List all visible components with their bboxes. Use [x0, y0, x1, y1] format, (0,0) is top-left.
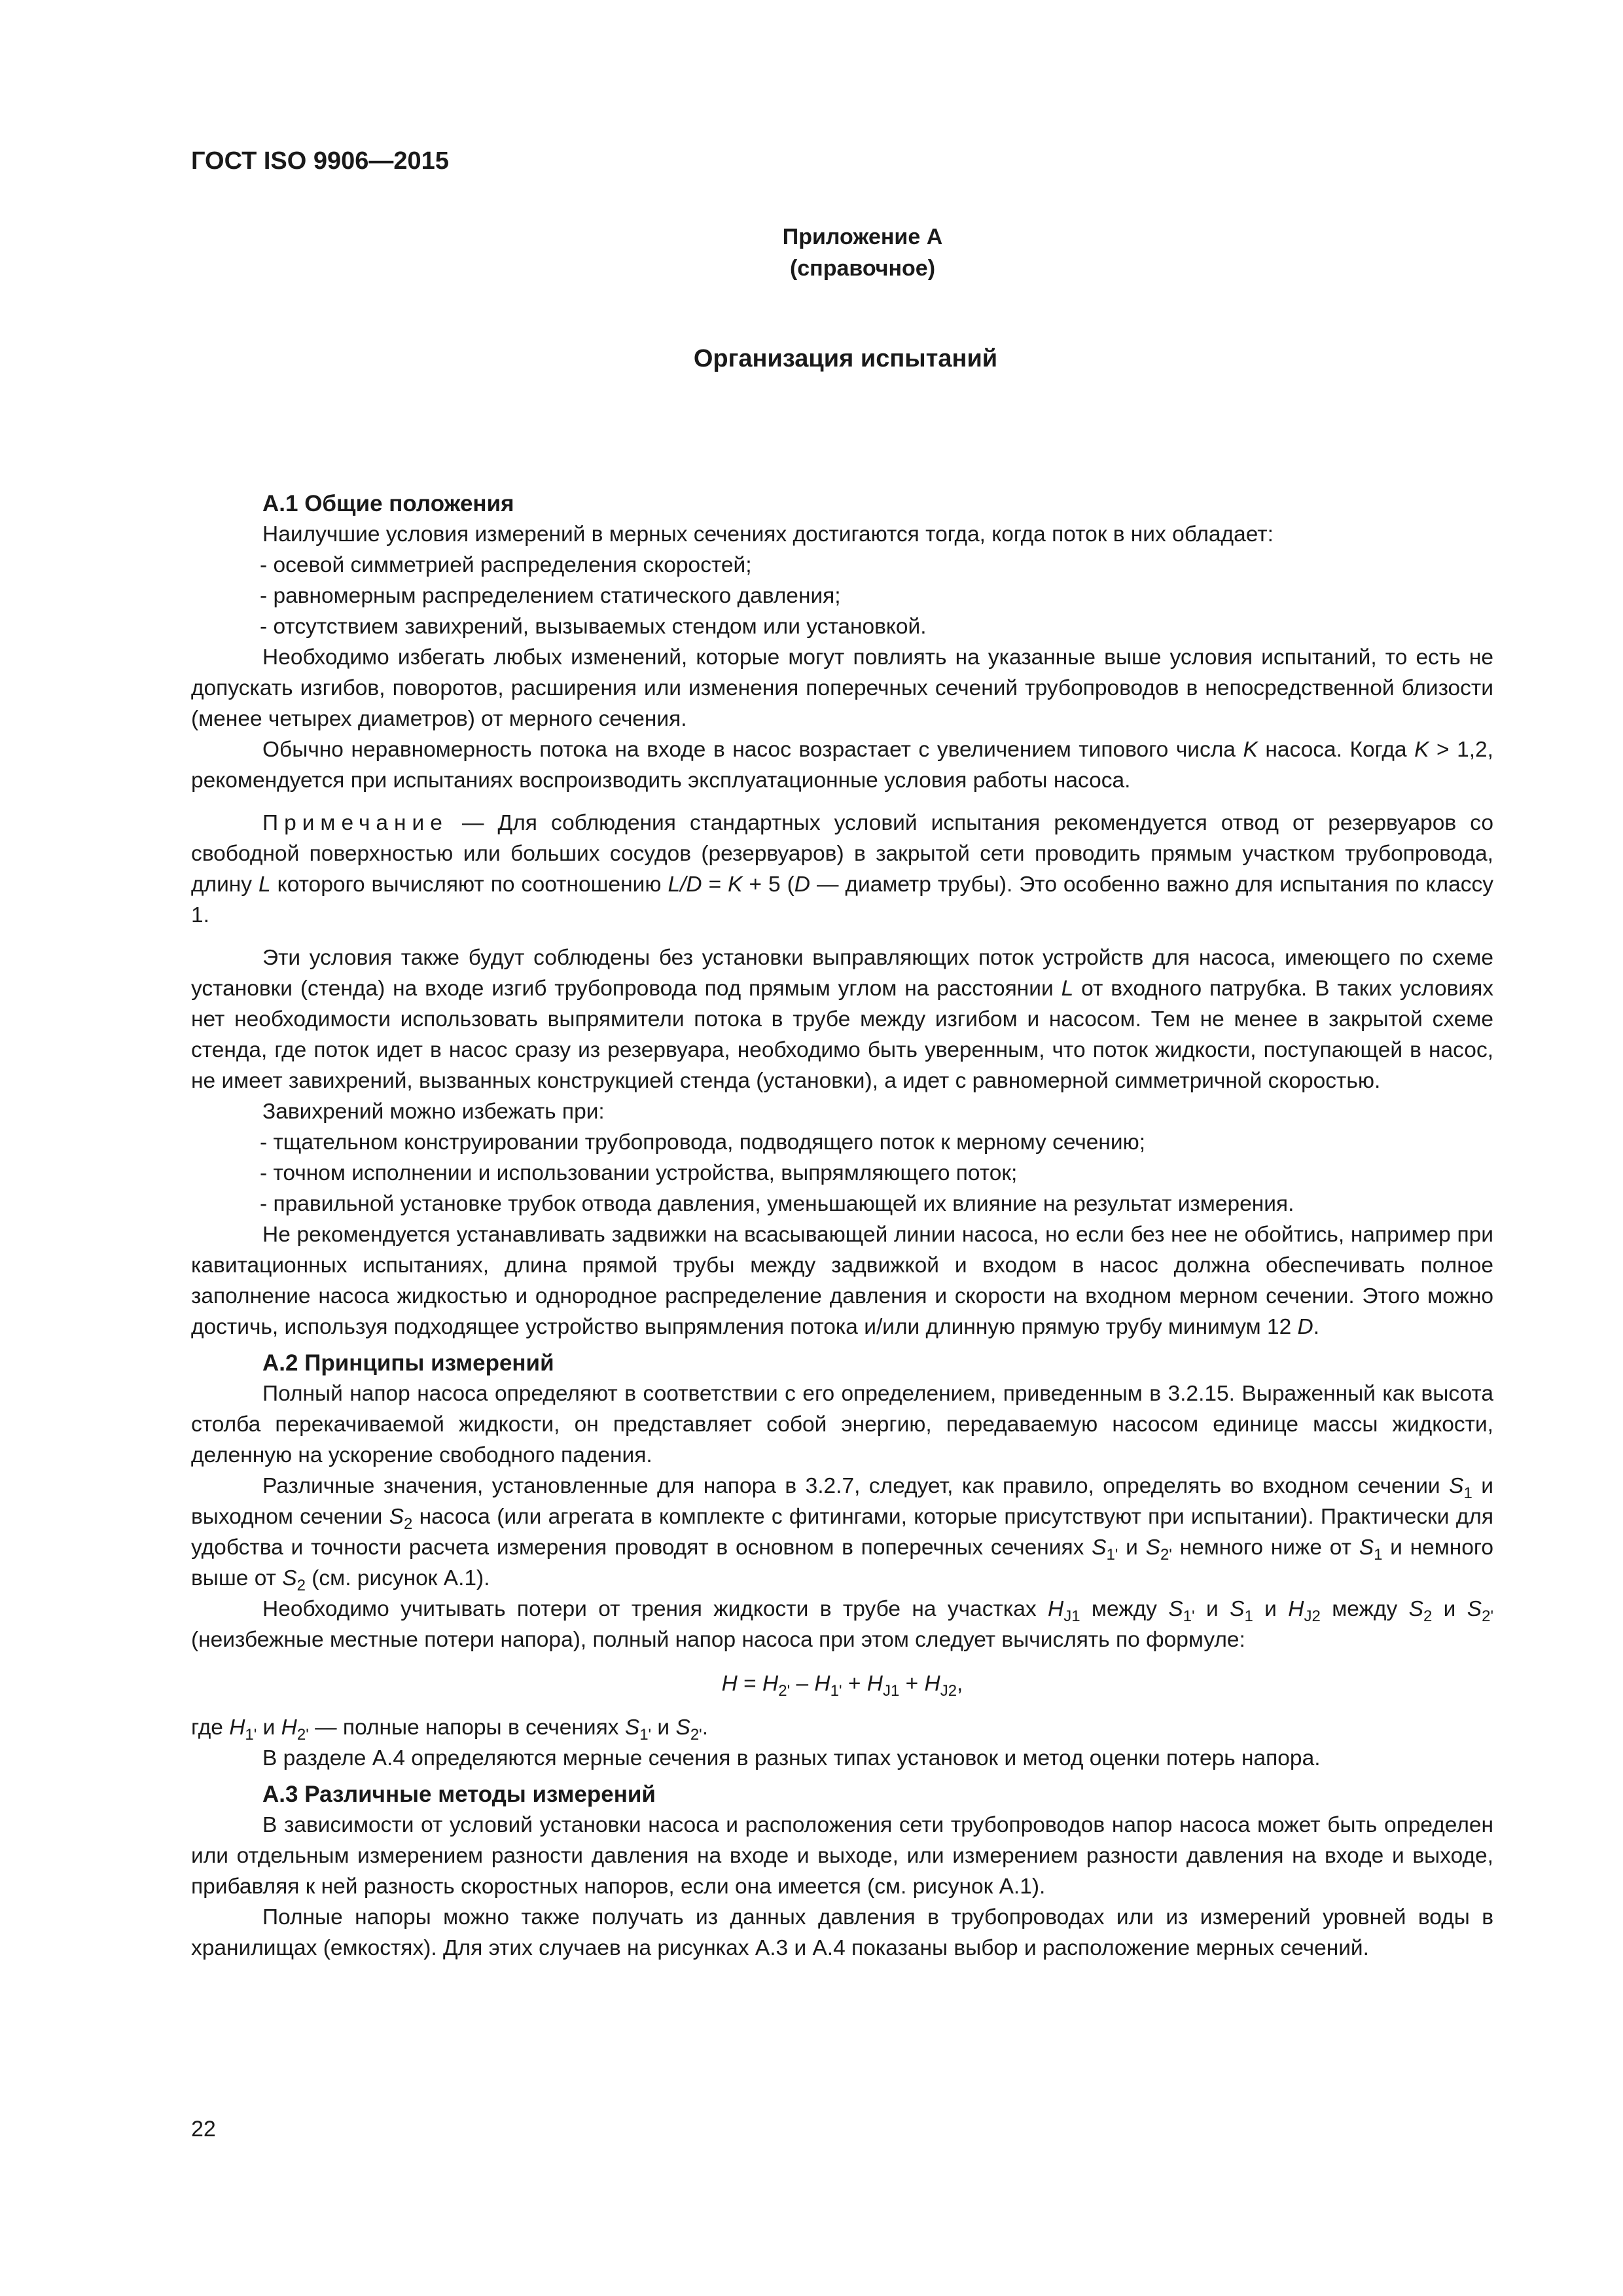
paragraph: Полные напоры можно также получать из данных давления в трубопроводах или из измерений уровней воды в хранилищах (емкостях). Для этих случаев на рисунках А.3 и А.4 показаны выбор и расположение мерных сечений.	[191, 1905, 1493, 1960]
list-item: - равномерным распределением статического давления;	[260, 584, 841, 608]
paragraph: В зависимости от условий установки насоса и расположения сети трубопроводов напор насоса может быть определен или отдельным измерением разности давления на входе и выходе, или измерением разности давления на входе и выходе, прибавляя к ней разность скоростных напоров, если она имеется (см. рисунок А.1).	[191, 1813, 1493, 1899]
paragraph: Обычно неравномерность потока на входе в насос возрастает с увеличением типового числа K насоса. Когда K > 1,2, рекомендуется при испытаниях воспроизводить эксплуатационные условия работы насоса.	[191, 738, 1493, 793]
heading-a3: А.3 Различные методы измерений	[262, 1782, 656, 1807]
paragraph: В разделе А.4 определяются мерные сечения в разных типах установок и метод оценки потерь напора.	[262, 1746, 1321, 1770]
heading-a1: А.1 Общие положения	[262, 491, 514, 516]
page-number: 22	[191, 2117, 216, 2142]
paragraph: Не рекомендуется устанавливать задвижки на всасывающей линии насоса, но если без нее не обойтись, например при кавитационных испытаниях, длина прямой трубы между задвижкой и входом в насос должна обеспечивать полное заполнение насоса жидкостью и однородное распределение давления и скорости на входном мерном сечении. Этого можно достичь, используя подходящее устройство выпрямления потока и/или длинную прямую трубу минимум 12 D.	[191, 1223, 1493, 1339]
paragraph: Наилучшие условия измерений в мерных сечениях достигаются тогда, когда поток в них обладает:	[262, 522, 1274, 547]
paragraph: Полный напор насоса определяют в соответствии с его определением, приведенным в 3.2.15. Выраженный как высота столба перекачиваемой жидкости, он представляет собой энергию, передаваемую насосом единице массы жидкости, деленную на ускорение свободного падения.	[191, 1382, 1493, 1467]
paragraph: Необходимо учитывать потери от трения жидкости в трубе на участках $H_{J1}$ между $S_{1'}$ и $S_1$ и $H_{J2}$ между $S_2$ и $S_{2'}$ (неизбежные местные потери напора), полный напор насоса при этом следует вычислять по формуле:	[191, 1597, 1494, 1652]
paragraph: Различные значения, установленные для напора в 3.2.7, следует, как правило, определять во входном сечении $S_1$ и выходном сечении $S_2$ насоса (или агрегата в комплекте с фитингами, которые присутствуют при испытании). Практически для удобства и точности расчета измерения проводят в основном в поперечных сечениях $S_{1'}$ и $S_{2'}$ немного ниже от $S_1$ и немного выше от $S_2$ (см. рисунок А.1).	[191, 1474, 1494, 1594]
list-item: - тщательном конструировании трубопровода, подводящего поток к мерному сечению;	[260, 1130, 1146, 1155]
section-title: Организация испытаний	[693, 345, 998, 372]
paragraph: Эти условия также будут соблюдены без установки выправляющих поток устройств для насоса, имеющего по схеме установки (стенда) на входе изгиб трубопровода под прямым углом на расстоянии L от входного патрубка. В таких условиях нет необходимости использовать выпрямители потока в трубе между изгибом и насосом. Тем не менее в закрытой схеме стенда, где поток идет в насос сразу из резервуара, необходимо быть уверенным, что поток жидкости, поступающей в насос, не имеет завихрений, вызванных конструкцией стенда (установки), а идет с равномерной симметричной скоростью.	[191, 946, 1494, 1093]
list-item: - отсутствием завихрений, вызываемых стендом или установкой.	[260, 615, 927, 639]
paragraph: где $H_{1'}$ и $H_{2'}$ — полные напоры в сечениях $S_{1'}$ и $S_{2'}$.	[191, 1715, 709, 1744]
note-paragraph: Примечание — Для соблюдения стандартных условий испытания рекомендуется отвод от резервуаров со свободной поверхностью или больших сосудов (резервуаров) в закрытой сети проводить прямым участком трубопровода, длину L которого вычисляют по соотношению L/D = K + 5 (D — диаметр трубы). Это особенно важно для испытания по классу 1.	[191, 811, 1493, 927]
appendix-label	[699, 221, 1026, 284]
paragraph: Необходимо избегать любых изменений, которые могут повлиять на указанные выше условия испытаний, то есть не допускать изгибов, поворотов, расширения или изменения поперечных сечений трубопроводов в непосредственной близости (менее четырех диаметров) от мерного сечения.	[191, 645, 1493, 731]
appendix-line2: (справочное)	[789, 256, 936, 281]
body-text	[191, 483, 1493, 1964]
heading-a2: А.2 Принципы измерений	[262, 1350, 554, 1376]
list-item: - осевой симметрией распределения скоростей;	[260, 553, 752, 577]
list-item: - точном исполнении и использовании устройства, выпрямляющего поток;	[260, 1161, 1018, 1185]
list-item: - правильной установке трубок отвода давления, уменьшающей их влияние на результат измерения.	[260, 1192, 1294, 1216]
appendix-line1: Приложение А	[782, 224, 943, 249]
note-label: Примечание	[262, 811, 448, 835]
document-header: ГОСТ ISO 9906—2015	[191, 147, 449, 175]
formula: $H = H_{2'} - H_{1'} + H_{J1} + H_{J2}$,	[721, 1672, 963, 1700]
paragraph: Завихрений можно избежать при:	[262, 1100, 605, 1124]
